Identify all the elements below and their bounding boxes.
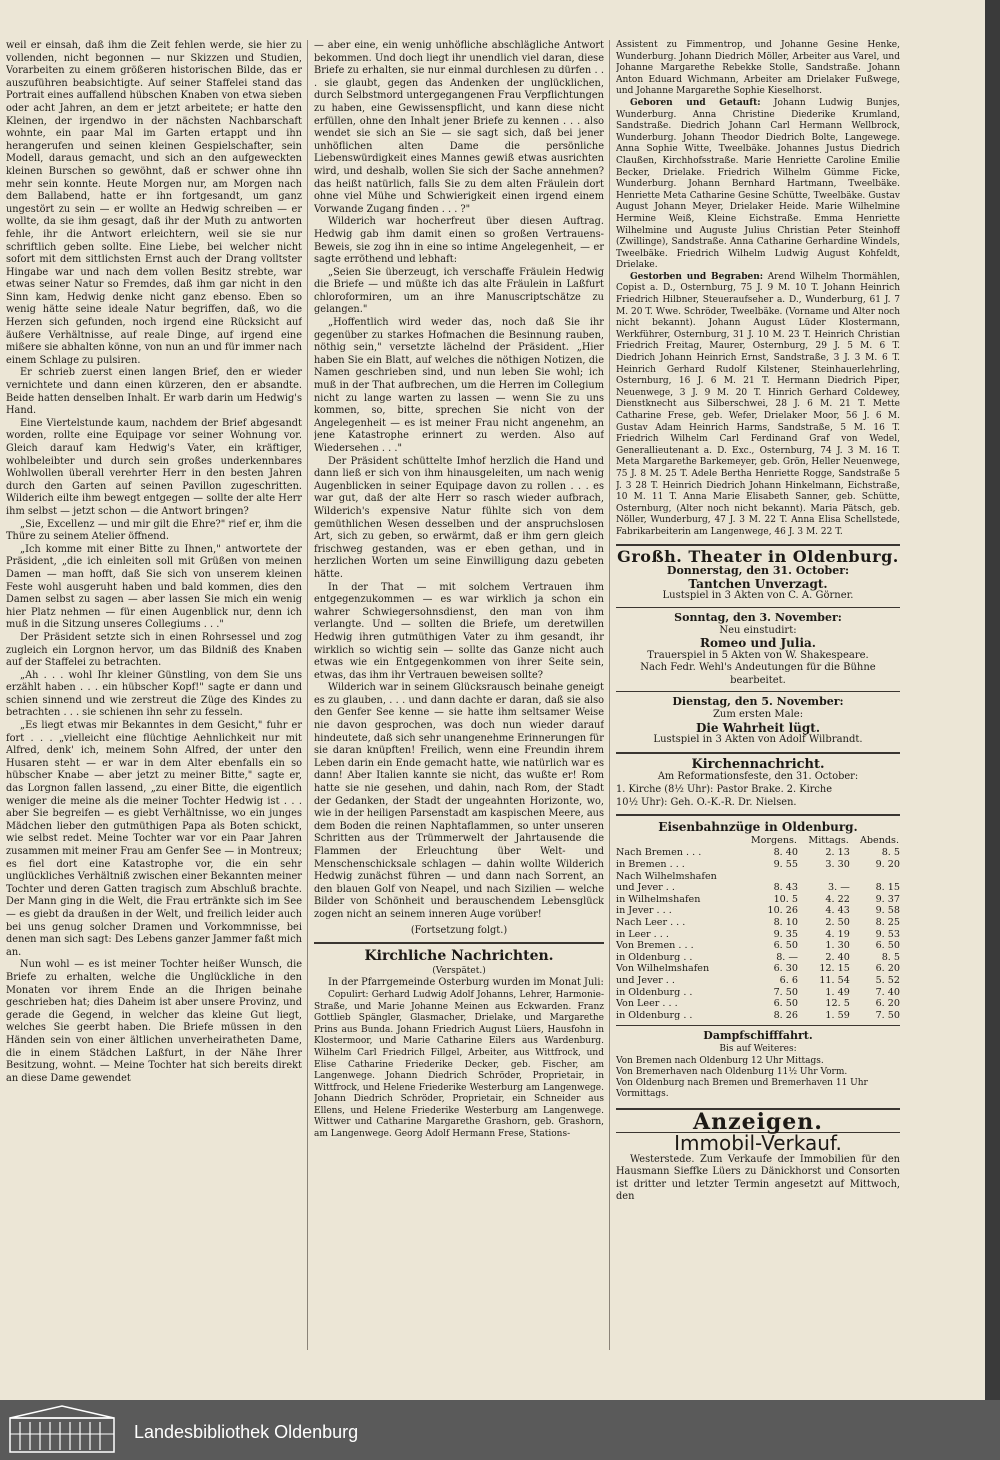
performance-desc: Lustspiel in 3 Akten von C. A. Görner. [662, 590, 854, 602]
station-label: Nach Wilhelmshafen [616, 870, 717, 882]
timetable-row [616, 987, 900, 999]
time-mittags: 4. 22 [825, 893, 850, 905]
section-divider [616, 814, 900, 816]
dampfschiff-line: Von Bremerhaven nach Oldenburg 11½ Uhr Vorm. [616, 1066, 848, 1077]
performance-date: Dienstag, den 5. November: [672, 695, 844, 709]
time-morgens: 8. 26 [773, 1009, 798, 1021]
time-morgens [739, 871, 798, 883]
station-label: Nach Leer . . . [616, 916, 686, 928]
article-paragraph: Nun wohl — es ist meiner Tochter heißer Wunsch, die Briefe zu erhalten, welche die Unglückliche in den Monaten vor ihrem Ende an die Ihrigen beinahe geschrieben hat; dies Daheim ist aber unsere Provinz, und gerade die Gegend, in welcher das kleine Gut liegt, welches Sie geerbt haben. Die Briefe müssen in den Händen sein von einer ältlichen unverheiratheten Dame, die in einem Städchen Laßfurt, in der Nähe Ihrer Besitzung, wohnt. — Meine Tochter hat sich bereits direkt an diese Dame gewendet [6, 959, 302, 1084]
theater-title: Großh. Theater in Oldenburg. [617, 546, 899, 566]
theater-performance [616, 565, 900, 603]
time-morgens: 6. 30 [773, 963, 798, 975]
timetable-row [616, 940, 900, 952]
time-abends [850, 871, 900, 883]
time-abends: 7. 50 [875, 1009, 900, 1021]
time-mittags: 4. 19 [825, 928, 850, 940]
station-label: in Leer . . . [616, 928, 669, 940]
section-divider [314, 942, 604, 944]
dampfschiff-line: Von Bremen nach Oldenburg 12 Uhr Mittags. [616, 1055, 824, 1066]
timetable-row [616, 871, 900, 883]
column-3 [616, 40, 900, 1460]
timetable-row [616, 952, 900, 964]
time-mittags: 3. 30 [825, 859, 850, 870]
gestorben-text: Arend Wilhelm Thormählen, Copist a. D., Osternburg, 75 J. 9 M. 10 T. Johann Heinrich Friedrich Hilbner, Steueraufseher a. D., Wunderburg, 61 J. 7 M. 20 T. Wwe. Schröder, Tweelbäke. (Vorname und Alter noch nicht bekannt). Johann August Lüder Klostermann, Werkführer, Osternburg, 31 J. 10 M. 23 T. Heinrich Christian Friedrich Freitag, Maurer, Osternburg, 29 J. 5 M. 6 T. Diedrich Johann Heinrich Ernst, Sandstraße, 3 J. 3 M. 6 T. Heinrich Gerhard Rudolf Kilstener, Steinhauerlehrling, Osternburg, 16 J. 6 M. 21 T. Hermann Diedrich Piper, Neuenwege, 3 J. 9 M. 20 T. Hinrich Gerhard Coldewey, Dienstknecht aus Silberschwei, 28 J. 6 M. 21 T. Mette Catharine Frese, geb. Wefer, Drielaker Moor, 56 J. 6 M. Gustav Adam Heinrich Harms, Sandstraße, 5 M. 16 T. Friedrich Wilhelm Carl Ferdinand Graf von Wedel, Generallieutenant a. D. Exc., Osternburg, 74 J. 3 M. 16 T. Meta Margarethe Barkemeyer, geb. Grön, Heller Neuenwege, 75 J. 8 M. 25 T. Adele Bertha Henriette Rogge, Sandstraße 5 J. 3 28 T. Heinrich Diedrich Johann Hinkelmann, Eichstraße, 10 M. 11 T. Anna Marie Elisabeth Sanner, geb. Schütte, Osternburg, (Alter noch nicht bekannt). Maria Pätsch, geb. Nöller, Wunderburg, 47 J. 3 M. 22 T. Anna Elisa Schellstede, Fabrikarbeiterin am Langenwege, 46 J. 3 M. 22 T. [616, 271, 900, 537]
eisenbahn-title: Eisenbahnzüge in Oldenburg. [658, 820, 858, 835]
time-mittags: 1. 59 [825, 1009, 850, 1021]
time-morgens: 10. 5 [773, 893, 798, 905]
time-abends: 6. 20 [875, 963, 900, 975]
time-mittags: 11. 54 [819, 974, 850, 986]
page-edge-shadow [985, 0, 1000, 1400]
section-divider [616, 1025, 900, 1026]
time-morgens: 8. 43 [773, 882, 798, 894]
time-morgens: 6. 50 [773, 940, 798, 952]
kirchennachricht-line: Am Reformationsfeste, den 31. October: [657, 771, 859, 783]
time-abends: 8. 15 [875, 882, 900, 894]
section-divider [616, 752, 900, 754]
performance-title: Romeo und Julia. [700, 636, 816, 651]
timetable-row [616, 894, 900, 906]
section-divider [616, 544, 900, 546]
article-paragraph: „Hoffentlich wird weder das, noch daß Sie ihr gegenüber zu starkes Hofmachen die Besinnung rauben, nöthig sein," versetzte lächelnd der Präsident. „Hier haben Sie ein Blatt, auf welches die nöthigen Notizen, die Namen geschrieben sind, und nun leben Sie wohl; ich muß in der That aufbrechen, um die Herren im Collegium nicht zu lange warten zu lassen — wenn Sie zu uns kommen, so, bitte, sprechen Sie nicht von der Angelegenheit — es ist meiner Frau nicht angenehm, an jene Katastrophe erinnert zu werden. Also auf Wiedersehen . . ." [314, 317, 604, 454]
performance-divider [616, 691, 900, 692]
performance-pre: Zum ersten Male: [712, 709, 804, 721]
article-paragraph: Wilderich war hocherfreut über diesen Auftrag. Hedwig gab ihm damit einen so großen Vertrauens-Beweis, sie zog ihn in eine so intime Angelegenheit, — er sagte erröthend und lebhaft: [314, 216, 604, 266]
geboren-label: Geboren und Getauft: [630, 97, 761, 108]
dampfschiff-subtitle: Bis auf Weiteres: [719, 1043, 797, 1054]
timetable-header-row [616, 834, 900, 848]
performance-extra: Nach Fedr. Wehl's Andeutungen für die Bühne bearbeitet. [640, 662, 876, 686]
station-label: in Wilhelmshafen [616, 893, 701, 905]
railway-timetable [616, 834, 900, 1022]
timetable-row [616, 975, 900, 987]
station-label: Von Bremen . . . [616, 940, 694, 952]
time-abends: 8. 5 [881, 847, 900, 859]
station-label: Nach Bremen . . . [616, 847, 702, 859]
time-abends: 7. 40 [875, 986, 900, 998]
time-mittags: 1. 30 [825, 940, 850, 952]
time-mittags: 4. 43 [825, 905, 850, 917]
station-label: und Jever . . [616, 882, 675, 894]
article-paragraph: „Ah . . . wohl Ihr kleiner Günstling, von dem Sie uns erzählt haben . . . ein hübscher Kopf!" sagte er dann und schien sinnend und wie zerstreut die Züge des Kindes zu betrachten . . . sie schienen ihn sehr zu fesseln. [6, 669, 302, 719]
station-label: in Jever . . . [616, 905, 672, 917]
article-paragraph: weil er einsah, daß ihm die Zeit fehlen werde, sie hier zu vollenden, nicht begonnen — nur Skizzen und Studien, Vorarbeiten zu einem größeren historischen Bilde, das er auszuführen beabsichtigte. Auf seiner Staffelei stand das Portrait eines auffallend hübschen Knaben von etwa sieben oder acht Jahren, an dem er jetzt arbeitete; er hatte den Kleinen, der irgendwo in der nächsten Nachbarschaft wohnte, ein paar Mal im Garten ertappt und ihn herangerufen und seinen kleinen Gespielschafter, sein Modell, daraus gemacht, und sich an den aufgeweckten kleinen Burschen so gewöhnt, daß er schwer ohne ihn mehr sein konnte. Heute Morgen nur, am Morgen nach dem Ballabend, hatte er ihn fortgesandt, um ganz ungestört zu sein — er wollte an Hedwig schreiben — er wollte, da sie ihm gesagt, daß ihr der Muth zu antworten fehle, ihr die Antwort erleichtern, weil sie sie nur schriftlich geben sollte. Eine Liebe, bei welcher nicht sofort mit dem sittlichsten Ernst auch der Drang volltster Hingabe war und nach dem vollen Besitz strebte, war etwas seiner Natur so Fremdes, daß ihm gar nicht in den Sinn kam, Hedwig denke nicht ganz ebenso. Eben so wenig hätte seine ideale Natur begriffen, daß, wo die Herzen sich gefunden, noch irgend eine Rücksicht auf äußere Verhältnisse, auf reale Dinge, auf irgend eine mißere sie abhalten könne, von nun an und für immer nach einem Schlage zu pulsiren. [6, 40, 302, 366]
time-abends: 6. 20 [875, 998, 900, 1010]
time-mittags: 12. 5 [825, 998, 850, 1010]
timetable-row [616, 905, 900, 917]
station-label: in Oldenburg . . [616, 986, 693, 998]
kirchennachricht-line: 1. Kirche (8½ Uhr): Pastor Brake. 2. Kirche [616, 784, 832, 796]
article-paragraph: — aber eine, ein wenig unhöfliche abschlägliche Antwort bekommen. Und doch liegt ihr unendlich viel daran, diese Briefe zu erhalten, sie nur einmal durchlesen zu dürfen . . . sie glaubt, gegen das Andenken der unglücklichen, durch Selbstmord untergegangenen Frau Verpflichtungen zu haben, eine Gewissenspflicht, und kann diese nicht erfüllen, ohne den Inhalt jener Briefe zu kennen . . . also wendet sie sich an Sie — sie sagt sich, daß bei jener unhöflichen alten Dame die persönliche Liebenswürdigkeit eines Mannes gewiß etwas ausrichten wird, und deshalb, wollen Sie sich der Sache annehmen? das heißt natürlich, falls Sie zu dem alten Fräulein dort ohne viel Mühe und Schwierigkeit einen irgend einem Vorwande Zugang finden . . . ?" [314, 40, 604, 215]
theater-performance [616, 612, 900, 688]
timetable-row [616, 859, 900, 871]
time-abends: 6. 50 [875, 940, 900, 952]
timetable-row [616, 998, 900, 1010]
gestorben-label: Gestorben und Begraben: [630, 271, 764, 282]
anzeige-text: Westerstede. Zum Verkaufe der Immobilien für den Hausmann Sieffke Lüers zu Dänickhorst und Consorten ist dritter und letzter Termin angesetzt auf Mittwoch, den [616, 1153, 900, 1203]
kirchliche-body: Copulirt: Gerhard Ludwig Adolf Johanns, Lehrer, Harmonie-Straße, und Marie Johanne Meinen aus Eckwarden. Franz Gottlieb Spängler, Glasmacher, Drielake, und Margarethe Prins aus Bunda. Johann Friedrich August Lüers, Hausfohn in Klostermoor, und Marie Catharine Eilers aus Wardenburg. Wilhelm Carl Friedrich Fillgel, Arbeiter, aus Wittfrock, und Elise Catharine Friederike Decker, geb. Fischer, am Langenwege. Johann Diedrich Schröder, Proprietair, in Wittfrock, und Helene Friederike Westerburg am Langenwege. Johann Diedrich Schröder, Proprietair, ein Schneider aus Ellens, und Helene Friederike Westerburg am Langenwege. Wittwer und Catharine Margarethe Grashorn, geb. Grashorn, am Langenwege. Georg Adolf Hermann Frese, Stations- [314, 989, 604, 1140]
time-morgens: 7. 50 [773, 986, 798, 998]
timetable-row [616, 1010, 900, 1022]
time-mittags [798, 871, 850, 883]
article-paragraph: Der Präsident setzte sich in einen Rohrsessel und zog zugleich ein Lorgnon hervor, um das Bildniß des Knaben auf der Staffelei zu betrachten. [6, 631, 302, 669]
performance-desc: Trauerspiel in 5 Akten von W. Shakespeare. [647, 649, 869, 661]
station-label: und Jever . . [616, 974, 675, 986]
time-mittags: 12. 15 [819, 963, 850, 975]
time-mittags: 2. 40 [825, 951, 850, 963]
kirchliche-title: Kirchliche Nachrichten. [364, 948, 554, 965]
article-paragraph: Er schrieb zuerst einen langen Brief, den er wieder vernichtete und dann einen kürzeren, den er absandte. Beide hatten denselben Inhalt. Er warb darin um Hedwig's Hand. [6, 367, 302, 417]
header-morgens: Morgens. [750, 834, 797, 846]
station-label: in Bremen . . . [616, 859, 685, 870]
anzeigen-title: Anzeigen. [693, 1108, 823, 1135]
header-mittags: Mittags. [808, 834, 849, 846]
article-paragraph: Der Präsident schüttelte Imhof herzlich die Hand und dann ließ er sich von ihm hinausgeleiten, um nach wenig Augenblicken in seiner Equipage davon zu rollen . . . es war gut, daß der alte Herr so rasch wieder aufbrach, Wilderich's expensive Natur fühlte sich von dem gemüthlichen Wesen desselben und der anspruchslosen Art, sich zu geben, so erwärmt, daß er ihm gern gleich frischweg gestanden, was er eben gethan, und in herzlichen Worten um seine Einwilligung dazu gebeten hätte. [314, 455, 604, 580]
time-morgens: 6. 6 [779, 974, 798, 986]
time-morgens: 8. — [776, 951, 798, 963]
time-abends: 5. 52 [875, 974, 900, 986]
performance-title: Tantchen Unverzagt. [688, 576, 828, 591]
time-abends: 8. 5 [881, 951, 900, 963]
kirchennachricht-line: 10½ Uhr): Geh. O.-K.-R. Dr. Nielsen. [616, 796, 797, 808]
kirchliche-subtitle: (Verspätet.) [432, 965, 486, 976]
article-paragraph: Eine Viertelstunde kaum, nachdem der Brief abgesandt worden, rollte eine Equipage vor seiner Wohnung vor. Gleich darauf kam Hedwig's Vater, ein kräftiger, wohlbeleibter und durch sein großes underkennbares Wohlwollen überall verehrter Herr in den besten Jahren durch den Garten auf seinen Pavillon zugeschritten. Wilderich eilte ihm bewegt entgegen — sollte der alte Herr ihm selbst — jetzt schon — die Antwort bringen? [6, 417, 302, 517]
station-label: Von Wilhelmshafen [616, 963, 710, 975]
time-abends: 8. 25 [875, 916, 900, 928]
time-mittags: 2. 13 [825, 847, 850, 859]
kirchliche-intro: In der Pfarrgemeinde Osterburg wurden im Monat Juli: [328, 977, 604, 989]
library-name: Landesbibliothek Oldenburg [134, 1422, 359, 1442]
immobil-verkauf-title: Immobil-Verkauf. [674, 1131, 842, 1156]
station-label: in Oldenburg . . [616, 951, 693, 963]
timetable-row [616, 882, 900, 894]
performance-pre: Neu einstudirt: [719, 624, 797, 636]
time-morgens: 8. 40 [773, 847, 798, 859]
time-mittags: 3. — [828, 882, 850, 894]
performance-date: Sonntag, den 3. November: [674, 610, 842, 624]
header-abends: Abends. [859, 834, 899, 846]
timetable-row [616, 917, 900, 929]
time-morgens: 9. 55 [773, 859, 798, 870]
time-abends: 9. 53 [875, 928, 900, 940]
time-mittags: 1. 49 [825, 986, 850, 998]
copulirt-continued: Assistent zu Fimmentrop, und Johanne Gesine Henke, Wunderburg. Johann Diedrich Möller, Arbeiter aus Varel, und Johanne Margarethe Rebekke Stolle, Sandstraße. Johann Anton Eduard Wichmann, Arbeiter am Drielaker Fußwege, und Johanne Margarethe Sophie Kieselhorst. [616, 40, 900, 97]
timetable-row [616, 963, 900, 975]
time-abends: 9. 58 [875, 905, 900, 917]
kirchennachricht-title: Kirchennachricht. [691, 756, 825, 772]
theater-performance [616, 696, 900, 746]
performance-divider [616, 607, 900, 608]
article-paragraph: „Es liegt etwas mir Bekanntes in dem Gesicht," fuhr er fort . . . „vielleicht eine flüchtige Aehnlichkeit nur mit Alfred, denk' ich, meinem Sohn Alfred, der unter den Husaren steht — er war in dem Alter ebenfalls ein so hübscher Knabe — aber jetzt zu meiner Bitte," sagte er, das Lorgnon fallen lassend, „zu einer Bitte, die eigentlich weniger die meine als die meiner Tochter Hedwig ist . . . aber Sie begreifen — es giebt Verhältnisse, wo ein junges Mädchen lieber den gutmüthigen Papa als Boten schickt, wie selbst redet. Meine Tochter war vor ein Paar Jahren zusammen mit meiner Frau am Genfer See — in Montreux; es fiel dort eine Katastrophe vor, die ein sehr unglückliches Verhältniß zwischen einer Bekannten meiner Tochter und deren Gatten tragisch zum Abschluß brachte. Der Mann ging in die Welt, die Frau ertränkte sich im See — es giebt da draußen in der Welt, und freilich leider auch bei uns genug solcher Dramen und Vorkommnisse, bei denen man sich sagt: Des Lebens ganzer Jammer faßt mich an. [6, 720, 302, 958]
column-1 [6, 40, 302, 1460]
article-paragraph: „Seien Sie überzeugt, ich verschaffe Fräulein Hedwig die Briefe — und müßte ich das alte Fräulein in Laßfurt chloroformiren, um an ihre Manuscriptschätze zu gelangen." [314, 266, 604, 316]
dampfschiff-line: Von Oldenburg nach Bremen und Bremerhaven 11 Uhr Vormittags. [616, 1077, 868, 1099]
time-morgens: 10. 26 [767, 905, 798, 917]
column-divider [609, 40, 610, 1350]
article-paragraph: „Sie, Excellenz — und mir gilt die Ehre?" rief er, ihm die Thüre zu seinem Atelier öffnend. [6, 518, 302, 543]
timetable-body [616, 847, 900, 1021]
column-divider [307, 40, 308, 1350]
article-paragraph: Wilderich war in seinem Glücksrausch beinahe geneigt es zu glauben, . . . und dann dachte er daran, daß sie also den Genfer See kenne — sie hatte ihm seltsamer Weise nie davon gesprochen, was doch nun wieder darauf hindeutete, daß sich sehr unangenehme Erinnerungen für sie daran knüpften! Freilich, wenn eine Freundin ihrem Leben darin ein Ende gemacht hatte, wie natürlich war es dann! Aber Italien kannte sie nicht, das wußte er! Rom hatte sie nie gesehen, und dahin, nach Rom, der Stadt der Gedanken, der Stadt der ungeahnten Horizonte, wo, wie in der heiligen Parsenstadt am kaspischen Meere, aus dem Boden die reinen Naphtaflammen, so unter unseren Schritten aus der Trümmerwelt der Jahrtausende die Flammen der Erleuchtung über Welt- und Menschenschicksale schlagen — dahin wollte Wilderich Hedwig zunächst führen — und dann nach Sorrent, an den blauen Golf von Neapel, und nach Sizilien — welche Bilder von Schönheit und berauschendem Lebensglück zogen nicht an seinem inneren Auge vorüber! [314, 682, 604, 920]
time-morgens: 9. 35 [773, 928, 798, 940]
gestorben-paragraph [616, 272, 900, 539]
geboren-text: Johann Ludwig Bunjes, Wunderburg. Anna Christine Diederike Krumland, Sandstraße. Diedrich Johann Carl Hermann Wellbrock, Wunderburg. Johann Theodor Diedrich Bolte, Langewege. Anna Sophie Witte, Tweelbäke. Johannes Justus Diedrich Claußen, Kirchhofsstraße. Marie Henriette Caroline Emilie Becker, Drielake. Friedrich Wilhelm Gümme Ficke, Wunderburg. Johann Bernhard Hartmann, Tweelbäke. Henriette Meta Catharine Gesine Schütte, Tweelbäke. Gustav August Johann Meyer, Drielaker Heide. Marie Wilhelmine Hermine Weiß, Kleine Eichstraße. Emma Henriette Wilhelmine und Auguste Julius Christian Peter Steinhoff (Zwillinge), Sandstraße. Anna Catharine Gerhardine Windels, Tweelbäke. Friedrich Wilhelm Ludwig August Kohfeldt, Drielake. [616, 97, 900, 271]
article-paragraph: „Ich komme mit einer Bitte zu Ihnen," antwortete der Präsident, „die ich einleiten soll mit Grüßen von meinen Damen — man hofft, daß Sie sich von unserem kleinen Feste wohl ausgeruht haben und bald kommen, dies den Damen selbst zu sagen — aber lassen Sie mich ein wenig hier Platz nehmen — für einen Augenblick nur, denn ich muß in die Sitzung unseres Collegiums . . ." [6, 543, 302, 631]
time-mittags: 2. 50 [825, 916, 850, 928]
timetable-row [616, 847, 900, 859]
performance-date: Donnerstag, den 31. October: [666, 564, 850, 578]
performance-desc: Lustspiel in 3 Akten von Adolf Wilbrandt. [653, 734, 863, 746]
time-morgens: 8. 10 [773, 916, 798, 928]
continuation-note: (Fortsetzung folgt.) [410, 924, 508, 936]
library-building-icon [6, 1404, 118, 1456]
station-label: Von Leer . . . [616, 998, 678, 1010]
article-paragraph: In der That — mit solchem Vertrauen ihm entgegenzukommen — es war wirklich ja schon ein wahrer Schwiegersohnsdienst, den man von ihm verlangte. Und — sollten die Briefe, um deretwillen Hedwig ihren gutmüthigen Vater zu ihm gesandt, ihr wirklich so wichtig sein — sollte das Ganze nicht auch etwas wie ein Entgegenkommen von ihrer Seite sein, etwas, das ihm ihr Vertrauen beweisen sollte? [314, 581, 604, 681]
timetable-row [616, 929, 900, 941]
column-2 [314, 40, 604, 1460]
station-label: in Oldenburg . . [616, 1009, 693, 1021]
time-morgens: 6. 50 [773, 998, 798, 1010]
time-abends: 9. 20 [875, 859, 900, 870]
performance-title: Die Wahrheit lügt. [695, 720, 821, 735]
dampfschiff-title: Dampfschifffahrt. [703, 1029, 813, 1043]
geboren-paragraph [616, 98, 900, 272]
time-abends: 9. 37 [875, 893, 900, 905]
